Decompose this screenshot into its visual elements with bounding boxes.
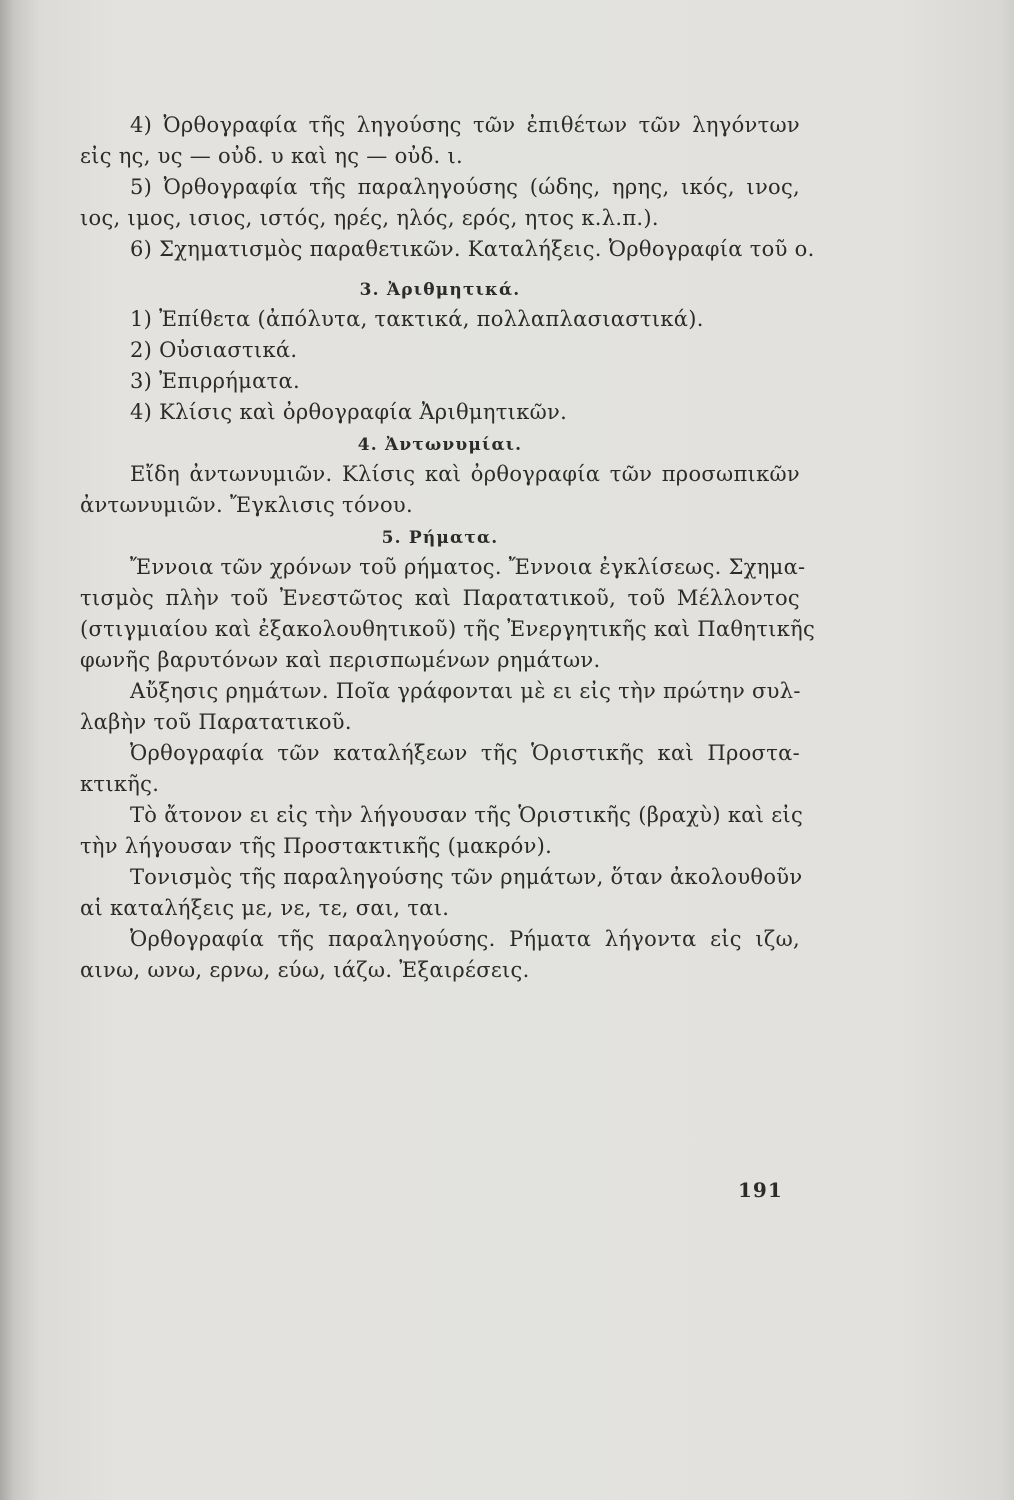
text-line: εἰς ης, υς — οὐδ. υ καὶ ης — οὐδ. ι. xyxy=(80,144,463,168)
section-heading-5: 5. Ρήματα. xyxy=(381,528,499,548)
text-line: ιος, ιμος, ισιος, ιστός, ηρές, ηλός, ερός, ητος κ.λ.π.). xyxy=(80,206,659,230)
text-line: Εἴδη ἀντωνυμιῶν. Κλίσις καὶ ὀρθογραφία τῶν προσωπικῶν xyxy=(130,462,800,486)
text-line: αἱ καταλήξεις με, νε, τε, σαι, ται. xyxy=(80,896,450,920)
text-line: 4) Ὀρθογραφία τῆς ληγούσης τῶν ἐπιθέτων τῶν ληγόντων xyxy=(130,113,800,137)
text-line: κτικῆς. xyxy=(80,772,160,796)
text-line: Αὔξησις ρημάτων. Ποῖα γράφονται μὲ ει εἰς τὴν πρώτην συλ- xyxy=(130,679,801,703)
text-line: 1) Ἐπίθετα (ἀπόλυτα, τακτικά, πολλαπλασιαστικά). xyxy=(130,307,704,331)
text-line: Ὀρθογραφία τῆς παραληγούσης. Ρήματα λήγοντα εἰς ιζω, xyxy=(130,927,800,951)
text-line: φωνῆς βαρυτόνων καὶ περισπωμένων ρημάτων. xyxy=(80,648,601,672)
text-line: 6) Σχηματισμὸς παραθετικῶν. Καταλήξεις. Ὀρθογραφία τοῦ ο. xyxy=(130,237,815,261)
text-line: τὴν λήγουσαν τῆς Προστακτικῆς (μακρόν). xyxy=(80,834,553,858)
text-line: Τονισμὸς τῆς παραληγούσης τῶν ρημάτων, ὅταν ἀκολουθοῦν xyxy=(130,865,803,889)
text-line: Ἔννοια τῶν χρόνων τοῦ ρήματος. Ἔννοια ἐγκλίσεως. Σχημα- xyxy=(130,555,806,579)
text-line: (στιγμιαίου καὶ ἐξακολουθητικοῦ) τῆς Ἐνεργητικῆς καὶ Παθητικῆς xyxy=(80,617,816,641)
text-line: 3) Ἐπιρρήματα. xyxy=(130,369,300,393)
text-line: αινω, ωνω, ερνω, εύω, ιάζω. Ἐξαιρέσεις. xyxy=(80,958,530,982)
text-line: 4) Κλίσις καὶ ὀρθογραφία Ἀριθμητικῶν. xyxy=(130,400,568,424)
text-line: τισμὸς πλὴν τοῦ Ἐνεστῶτος καὶ Παρατατικοῦ, τοῦ Μέλλοντος xyxy=(80,586,800,610)
section-heading-4: 4. Ἀντωνυμίαι. xyxy=(357,435,523,455)
text-line: ἀντωνυμιῶν. Ἔγκλισις τόνου. xyxy=(80,493,413,517)
text-line: 2) Οὐσιαστικά. xyxy=(130,338,298,362)
page-body xyxy=(80,110,816,986)
page-number: 191 xyxy=(738,1178,783,1202)
text-line: 5) Ὀρθογραφία τῆς παραληγούσης (ώδης, ηρης, ικός, ινος, xyxy=(130,175,800,199)
text-line: λαβὴν τοῦ Παρατατικοῦ. xyxy=(80,710,352,734)
text-line: Ὀρθογραφία τῶν καταλήξεων τῆς Ὁριστικῆς καὶ Προστα- xyxy=(130,741,800,765)
section-heading-3: 3. Ἀριθμητικά. xyxy=(359,280,521,300)
text-line: Τὸ ἄτονον ει εἰς τὴν λήγουσαν τῆς Ὁριστικῆς (βραχὺ) καὶ εἰς xyxy=(130,803,804,827)
